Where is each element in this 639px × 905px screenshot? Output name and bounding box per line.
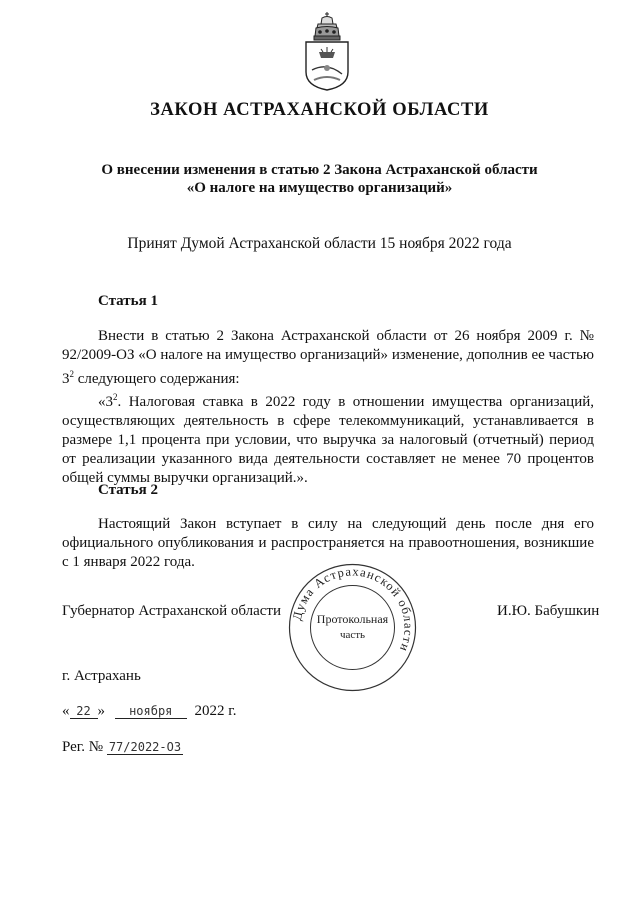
quote-open: « bbox=[62, 703, 70, 719]
article-1-body bbox=[62, 327, 594, 487]
reg-number: 77/2022-ОЗ bbox=[108, 740, 182, 754]
article-1-paragraph-2 bbox=[62, 388, 594, 487]
city: г. Астрахань bbox=[62, 668, 141, 684]
stamp-center-line-2: часть bbox=[339, 629, 366, 641]
registration bbox=[62, 739, 183, 756]
quote-close: » bbox=[97, 703, 105, 719]
amendment-text-start: «3 bbox=[98, 394, 113, 411]
article-2-heading: Статья 2 bbox=[98, 482, 158, 498]
superscript: 2 bbox=[69, 368, 74, 379]
stamp-ring-text: Дума Астраханской области bbox=[289, 564, 416, 655]
article-1-heading: Статья 1 bbox=[98, 293, 158, 309]
article-1-text-end: следующего содержания: bbox=[74, 370, 240, 387]
coat-of-arms-emblem bbox=[302, 10, 352, 92]
law-subtitle bbox=[0, 161, 639, 197]
document-title: ЗАКОН АСТРАХАНСКОЙ ОБЛАСТИ bbox=[150, 100, 489, 120]
article-2-paragraph: Настоящий Закон вступает в силу на следующий день после дня его официального опубликования и распространяется на правоотношения, возникшие с 1 января 2022 года. bbox=[62, 516, 594, 570]
article-1-text-start: Внести в статью 2 Закона Астраханской области от 26 ноября 2009 г. № 92/2009-ОЗ «О налоге на имущество организаций» изменение, дополнив ее частью 3 bbox=[62, 328, 594, 387]
stamp-center-line-1: Протокольная bbox=[316, 612, 389, 626]
subtitle-line-2: «О налоге на имущество организаций» bbox=[186, 180, 453, 196]
official-stamp bbox=[285, 560, 420, 695]
date-day: 22 bbox=[70, 704, 98, 719]
subtitle-line-1: О внесении изменения в статью 2 Закона Астраханской области bbox=[101, 162, 538, 178]
adoption-note: Принят Думой Астраханской области 15 ноября 2022 года bbox=[127, 235, 512, 252]
superscript: 2 bbox=[113, 392, 118, 403]
amendment-text-end: . Налоговая ставка в 2022 году в отношении имущества организаций, осуществляющих деятельность в сфере телекоммуникаций, устанавливается в размере 1,1 процента при условии, что выручка за налоговый (отчетный) период от реализации указанного вида деятельности составляет не менее 70 процентов общей суммы выручки организаций.». bbox=[62, 394, 594, 486]
article-1-paragraph-1 bbox=[62, 327, 594, 388]
signatory-name: И.Ю. Бабушкин bbox=[497, 603, 600, 619]
date-year: 2022 г. bbox=[194, 703, 237, 719]
crown-icon bbox=[314, 12, 340, 40]
date-month: ноября bbox=[115, 704, 187, 719]
reg-label: Рег. № bbox=[62, 739, 104, 755]
signing-date bbox=[62, 703, 236, 720]
signatory-position: Губернатор Астраханской области bbox=[62, 603, 282, 619]
